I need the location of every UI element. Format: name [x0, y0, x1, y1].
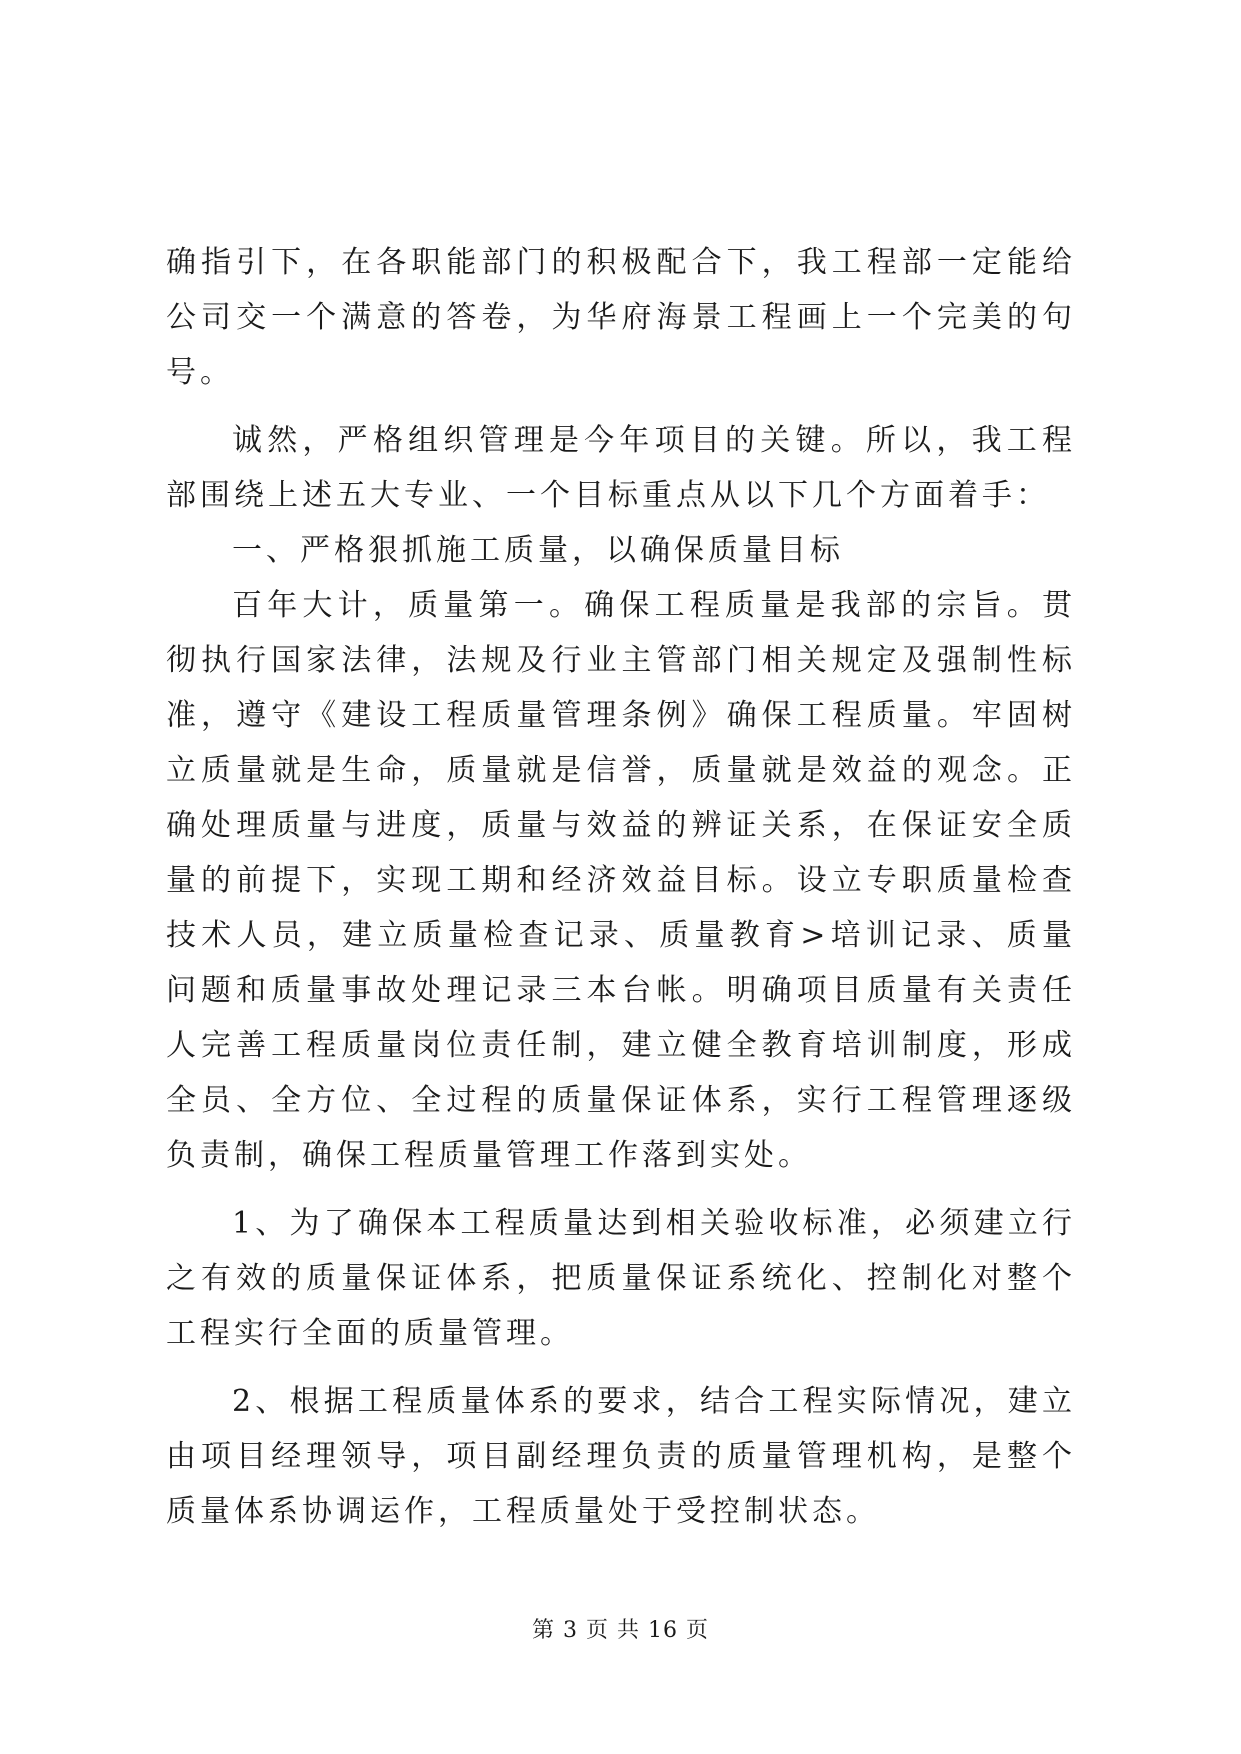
- paragraph-quality-first: 百年大计，质量第一。确保工程质量是我部的宗旨。贯彻执行国家法律，法规及行业主管部门相关规定及强制性标准，遵守《建设工程质量管理条例》确保工程质量。牢固树立质量就是生命，质量就是信誉，质量就是效益的观念。正确处理质量与进度，质量与效益的辨证关系，在保证安全质量的前提下，实现工期和经济效益目标。设立专职质量检查技术人员，建立质量检查记录、质量教育>培训记录、质量问题和质量事故处理记录三本台帐。明确项目质量有关责任人完善工程质量岗位责任制，建立健全教育培训制度，形成全员、全方位、全过程的质量保证体系，实行工程管理逐级负责制，确保工程质量管理工作落到实处。: [166, 588, 1076, 1173]
- list-item-1: 1、为了确保本工程质量达到相关验收标准，必须建立行之有效的质量保证体系，把质量保证系统化、控制化对整个工程实行全面的质量管理。: [166, 1206, 1076, 1351]
- section-heading-quality: 一、严格狠抓施工质量，以确保质量目标: [232, 533, 844, 568]
- list-item-2: 2、根据工程质量体系的要求，结合工程实际情况，建立由项目经理领导，项目副经理负责的质量管理机构，是整个质量体系协调运作，工程质量处于受控制状态。: [166, 1384, 1076, 1529]
- document-body: [166, 235, 1076, 1539]
- paragraph-organization: 诚然，严格组织管理是今年项目的关键。所以，我工程部围绕上述五大专业、一个目标重点从以下几个方面着手：: [166, 423, 1076, 513]
- page-footer: 第 3 页 共 16 页: [532, 1618, 709, 1643]
- paragraph-continuation: 确指引下，在各职能部门的积极配合下，我工程部一定能给公司交一个满意的答卷，为华府海景工程画上一个完美的句号。: [166, 245, 1076, 390]
